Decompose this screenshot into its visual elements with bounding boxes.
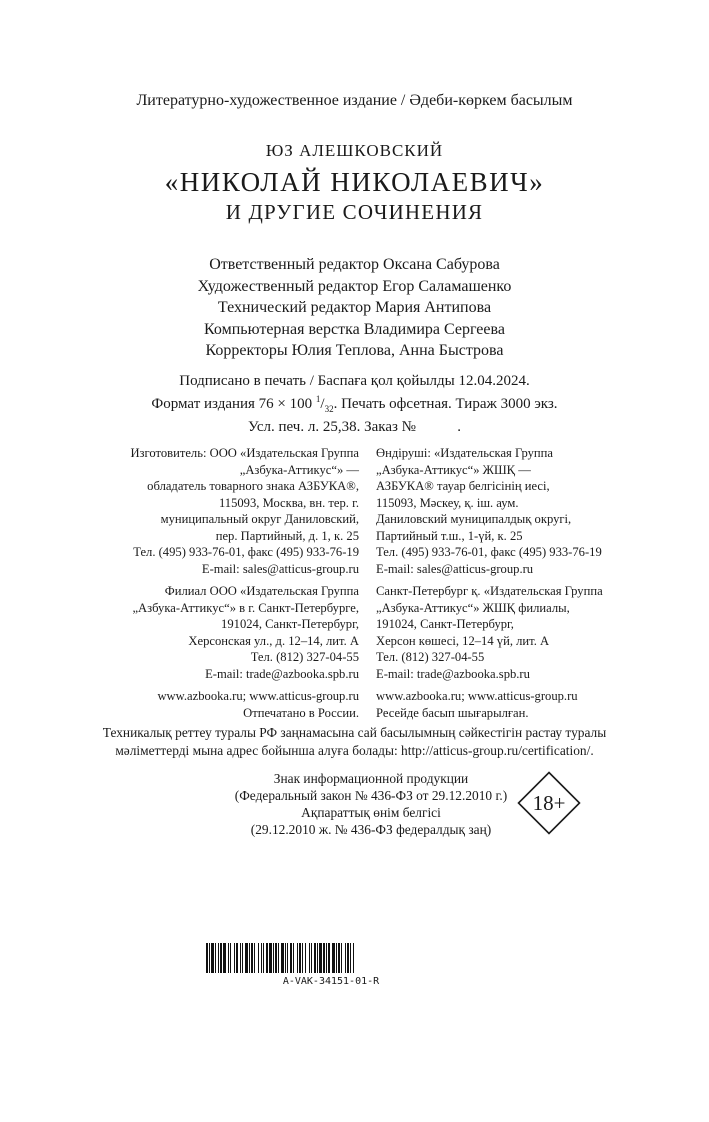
branch-ru: Филиал ООО «Издательская Группа „Азбука-Аттикус“» в г. Санкт-Петербурге, 191024, Санкт-Петербург, Херсонская ул., д. 12–14, лит. А Тел. (812) 327-04-55 E-mail: trade@azbooka.spb.ru xyxy=(132,584,359,681)
credit-line: Ответственный редактор Оксана Сабурова xyxy=(209,256,500,273)
email-kz: E-mail: sales@atticus-group.ru xyxy=(376,561,534,576)
certification-note: Техникалық реттеу туралы РФ заңнамасына сай басылымның сәйкестігін растау туралы мәліметтерді мына адрес бойынша алуға болады: http://atticus-group.ru/certification/. xyxy=(102,725,607,758)
publisher-info-ru xyxy=(60,445,359,721)
book-title-line-2: И ДРУГИЕ СОЧИНЕНИЯ xyxy=(225,200,484,224)
credit-line: Технический редактор Мария Антипова xyxy=(217,299,492,316)
manufacturer-ru: Изготовитель: ООО «Издательская Группа „Азбука-Аттикус“» — обладатель товарного знака АЗБУКА®, 115093, Москва, вн. тер. г. муниципальный округ Даниловский, пер. Партийный, д. 1, к. 25 Тел. (495) 933-76-01, факс (495) 933-76-19 E-mail: sales@atticus-group.ru xyxy=(60,445,359,577)
age-rating-label: 18+ xyxy=(532,791,566,815)
footer-kz: www.azbooka.ru; www.atticus-group.ru Ресейде басып шығарылған. xyxy=(376,688,666,721)
book-title-line-1: «НИКОЛАЙ НИКОЛАЕВИЧ» xyxy=(164,167,545,197)
credit-line: Корректоры Юлия Теплова, Анна Быстрова xyxy=(205,342,504,359)
credit-line: Компьютерная верстка Владимира Сергеева xyxy=(204,320,505,338)
print-info xyxy=(0,372,709,436)
format-line: Формат издания 76 × 100 $^1/_{32}$. Печать офсетная. Тираж 3000 экз. xyxy=(151,394,558,414)
branch-kz: Санкт-Петербург қ. «Издательская Группа „Азбука-Аттикус“» ЖШҚ филиалы, 191024, Санкт-Петербург, Херсон көшесі, 12–14 үй, лит. А Тел. (812) 327-04-55 E-mail: trade@azbooka.spb.ru xyxy=(376,584,603,681)
info-product-sign: Знак информационной продукции (Федеральный закон № 436-ФЗ от 29.12.2010 г.) Ақпараттық өнім белгісі (29.12.2010 ж. № 436-ФЗ федералдық заң) xyxy=(234,771,508,837)
publisher-info-kz xyxy=(376,445,666,721)
manufacturer-kz: Өндіруші: «Издательская Группа „Азбука-Аттикус“» ЖШҚ — АЗБУКА® тауар белгісінің иесі, 115093, Мәскеу, қ. іш. аум. Даниловский муниципалдық округі, Партийный т.ш., 1-үй, к. 25 Тел. (495) 933-76-01, факс (495) 933-76-19 E-mail: sales@atticus-group.ru xyxy=(376,445,666,577)
website-kz: www.azbooka.ru; www.atticus-group.ru xyxy=(376,689,578,703)
email-ru: E-mail: sales@atticus-group.ru xyxy=(201,561,359,576)
editorial-credits xyxy=(0,254,709,362)
edition-line: Литературно-художественное издание / Әдеби-көркем басылым xyxy=(136,92,573,109)
age-rating-badge xyxy=(517,771,581,835)
website-ru: www.azbooka.ru; www.atticus-group.ru xyxy=(157,689,359,703)
barcode-label: A-VAK-34151-01-R xyxy=(282,976,380,987)
author-name: ЮЗ АЛЕШКОВСКИЙ xyxy=(265,141,444,160)
credit-line: Художественный редактор Егор Саламашенко xyxy=(197,277,512,295)
sheets-line: Усл. печ. л. 25,38. Заказ № . xyxy=(248,419,461,435)
footer-ru: www.azbooka.ru; www.atticus-group.ru Отпечатано в России. xyxy=(60,688,359,721)
signed-date: Подписано в печать / Баспаға қол қойылды 12.04.2024. xyxy=(179,373,530,389)
barcode-icon xyxy=(206,943,456,973)
